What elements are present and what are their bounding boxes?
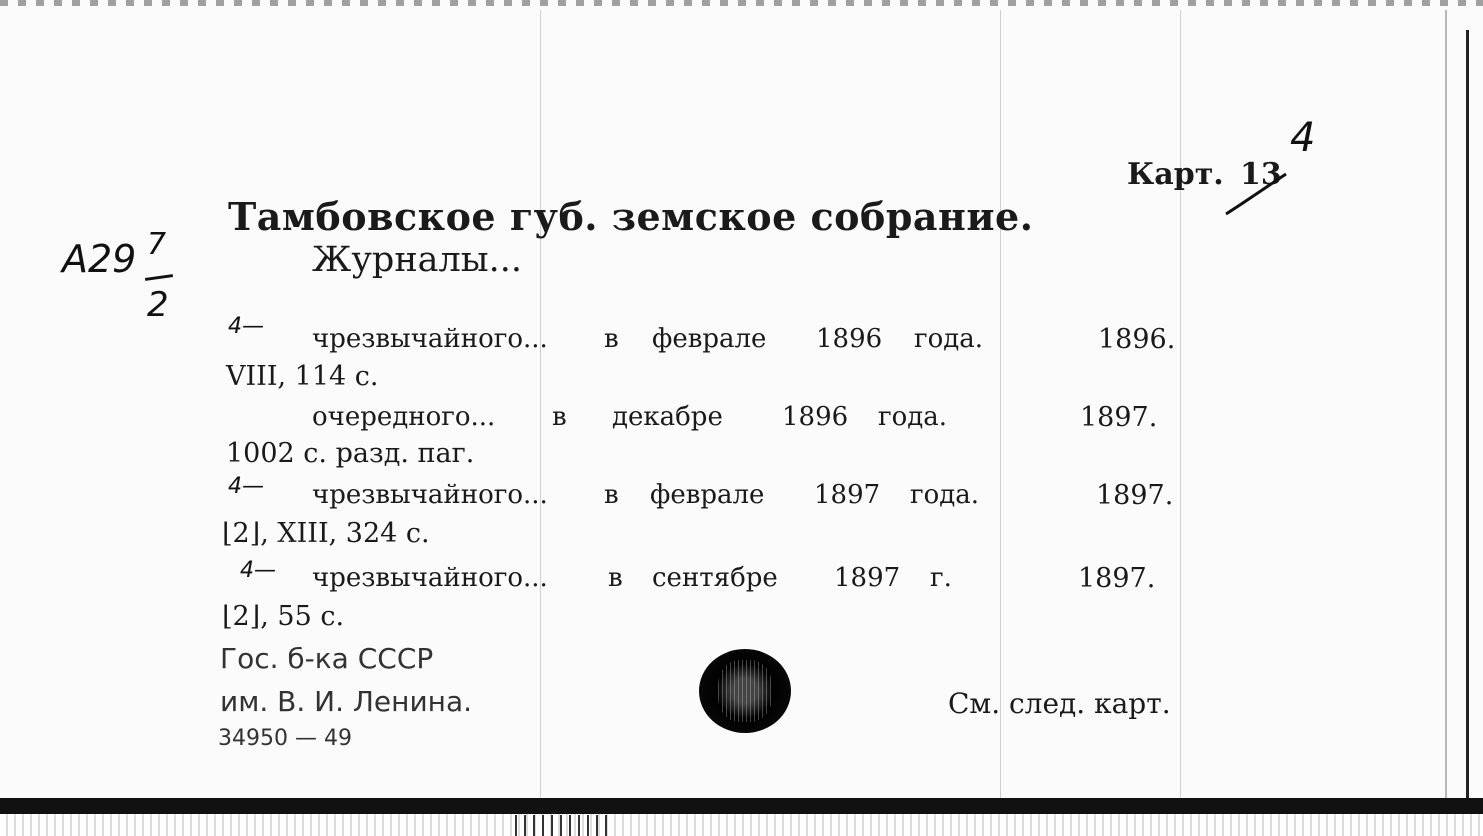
- entry-year: 1896: [782, 402, 849, 432]
- entry-date: 1897.: [1078, 563, 1156, 594]
- shelfmark-numerator: 7: [147, 227, 167, 262]
- entry-extent: 1002 с. разд. паг.: [226, 438, 475, 469]
- scan-edge-texture: [0, 814, 1483, 836]
- entry-desc: чрезвычайного...: [312, 563, 548, 593]
- entry-desc: очередного...: [312, 402, 496, 432]
- scan-edge-right-faint: [1445, 10, 1447, 800]
- entry-desc: чрезвычайного...: [312, 324, 548, 354]
- entry-prep: в: [608, 563, 623, 593]
- entry-extent: ⌊2⌋, XIII, 324 с.: [222, 518, 430, 549]
- fold-line: [1000, 10, 1001, 800]
- scan-edge-right: [1466, 30, 1469, 800]
- entry-suffix: г.: [930, 563, 952, 593]
- entry-marker: 4—: [228, 314, 264, 339]
- see-next-card: См. след. карт.: [948, 687, 1171, 720]
- entry-date: 1897.: [1080, 402, 1158, 433]
- entry-suffix: года.: [910, 480, 980, 510]
- handwritten-stroke: [1222, 170, 1292, 220]
- scan-spine-marks: [515, 815, 610, 836]
- entry-extent: ⌊2⌋, 55 с.: [222, 601, 345, 632]
- entry-date: 1896.: [1098, 324, 1176, 355]
- shelfmark-denominator: 2: [147, 285, 169, 325]
- entry-month: сентябре: [652, 563, 778, 593]
- entry-year: 1896: [816, 324, 883, 354]
- punch-hole-texture: [718, 660, 772, 722]
- fold-line: [1180, 10, 1181, 800]
- fold-line: [540, 10, 541, 800]
- scan-edge-bottom: [0, 798, 1483, 814]
- entry-marker: 4—: [228, 474, 264, 499]
- entry-year: 1897: [834, 563, 901, 593]
- entry-extent: VIII, 114 с.: [226, 361, 379, 392]
- entry-year: 1897: [814, 480, 881, 510]
- card-number-correction: 4: [1290, 115, 1316, 161]
- entry-desc: чрезвычайного...: [312, 480, 548, 510]
- entry-month: феврале: [650, 480, 765, 510]
- library-stamp-code: 34950 — 49: [218, 726, 352, 751]
- library-stamp-line1: Гос. б-ка СССР: [220, 642, 434, 675]
- shelfmark-fraction-bar: [145, 274, 173, 281]
- entry-month: феврале: [652, 324, 767, 354]
- shelfmark-number: A29: [62, 237, 137, 281]
- scan-edge-top: [0, 0, 1483, 6]
- entry-marker: 4—: [240, 558, 276, 583]
- entry-prep: в: [552, 402, 567, 432]
- card-title: Тамбовское губ. земское собрание.: [228, 194, 1034, 239]
- entry-suffix: года.: [914, 324, 984, 354]
- entry-suffix: года.: [878, 402, 948, 432]
- library-stamp-line2: им. В. И. Ленина.: [220, 685, 473, 718]
- card-subtitle: Журналы...: [312, 240, 522, 280]
- entry-prep: в: [604, 324, 619, 354]
- card-number-label: Карт.: [1127, 157, 1224, 192]
- entry-month: декабре: [612, 402, 723, 432]
- card-number-value: 13: [1240, 157, 1282, 192]
- entry-prep: в: [604, 480, 619, 510]
- entry-date: 1897.: [1096, 480, 1174, 511]
